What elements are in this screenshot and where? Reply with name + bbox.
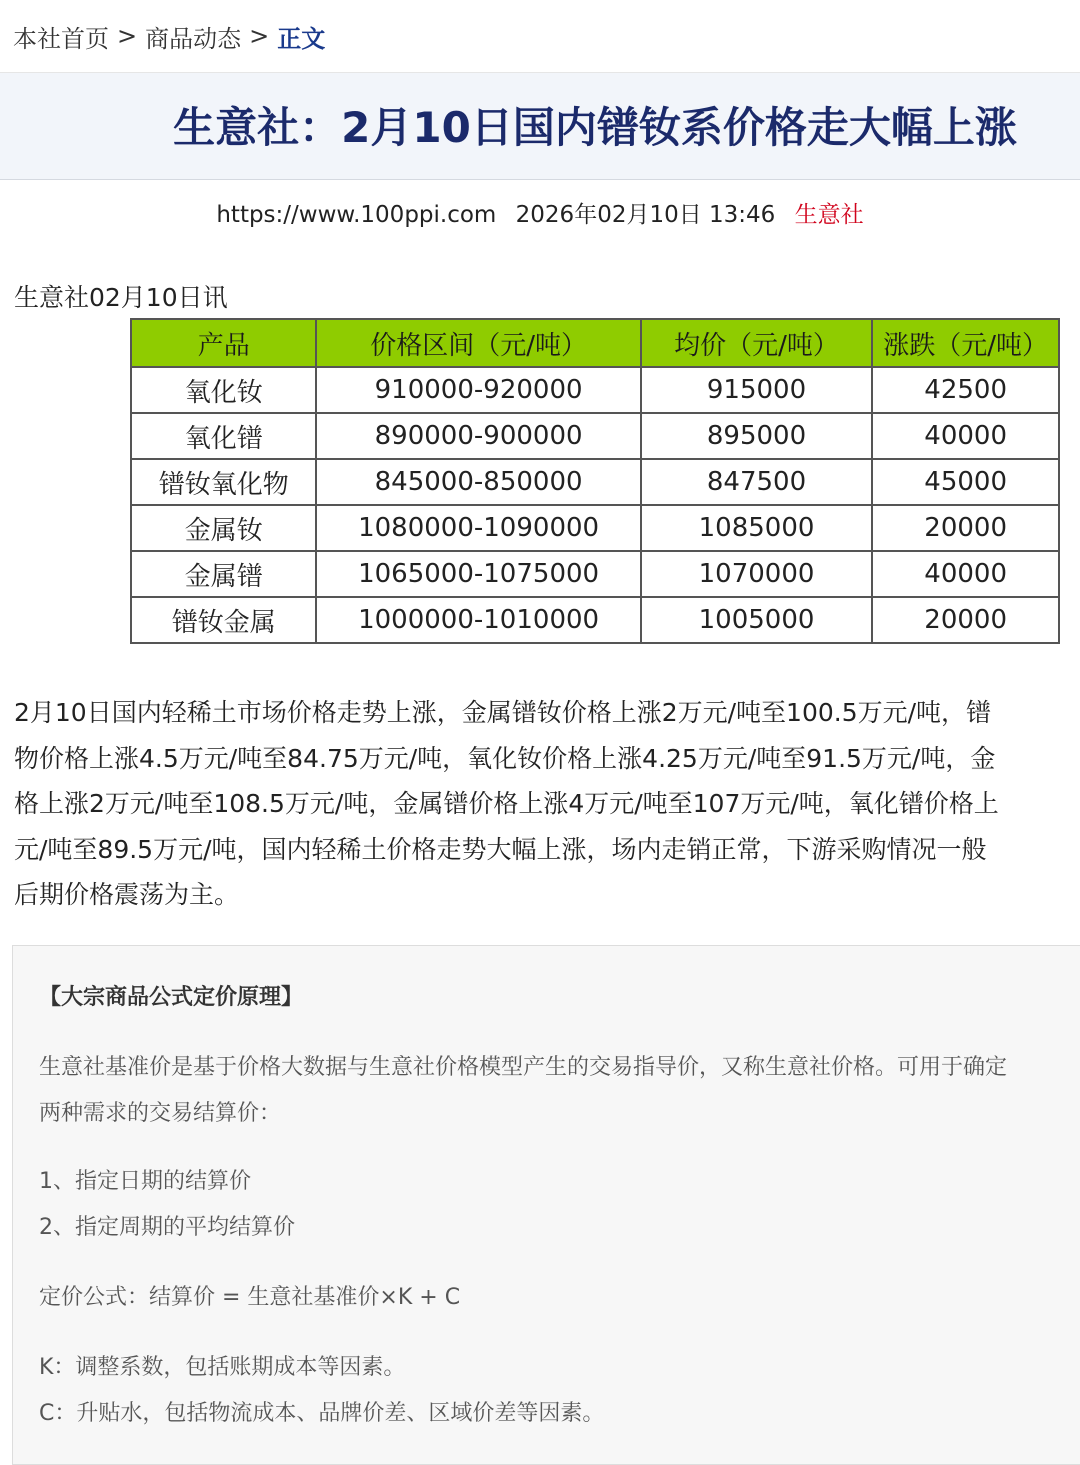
cell-product: 氧化钕 bbox=[131, 367, 316, 413]
title-band bbox=[0, 73, 1080, 180]
breadcrumb-current: 正文 bbox=[277, 24, 326, 53]
info-list-item: 1、指定日期的结算价 bbox=[39, 1169, 251, 1194]
cell-change: 20000 bbox=[872, 505, 1059, 551]
cell-avg-price: 1070000 bbox=[641, 551, 873, 597]
breadcrumb-home-link[interactable]: 本社首页 bbox=[13, 24, 109, 53]
body-line: 2月10日国内轻稀土市场价格走势上涨，金属镨钕价格上涨2万元/吨至100.5万元/吨，镨 bbox=[14, 698, 992, 727]
info-k-note: K：调整系数，包括账期成本等因素。 bbox=[39, 1355, 406, 1380]
article-datetime: 2026年02月10日 13:46 bbox=[515, 202, 776, 228]
table-row bbox=[131, 551, 1059, 597]
header-price-range: 价格区间（元/吨） bbox=[316, 319, 640, 367]
cell-price-range: 1000000-1010000 bbox=[316, 597, 640, 643]
breadcrumb-separator: > bbox=[249, 22, 270, 50]
table-row bbox=[131, 505, 1059, 551]
cell-product: 镨钕金属 bbox=[131, 597, 316, 643]
info-c-note: C：升贴水，包括物流成本、品牌价差、区域价差等因素。 bbox=[39, 1401, 605, 1426]
cell-avg-price: 1085000 bbox=[641, 505, 873, 551]
table-row bbox=[131, 413, 1059, 459]
info-paragraph-line: 生意社基准价是基于价格大数据与生意社价格模型产生的交易指导价，又称生意社价格。可用于确定 bbox=[39, 1055, 1008, 1080]
cell-change: 45000 bbox=[872, 459, 1059, 505]
article-source[interactable]: 生意社 bbox=[794, 202, 864, 228]
cell-price-range: 845000-850000 bbox=[316, 459, 640, 505]
article-meta bbox=[0, 196, 1080, 229]
cell-product: 氧化镨 bbox=[131, 413, 316, 459]
table-row bbox=[131, 367, 1059, 413]
cell-avg-price: 915000 bbox=[641, 367, 873, 413]
table-row bbox=[131, 597, 1059, 643]
breadcrumb bbox=[0, 0, 1080, 73]
cell-product: 金属镨 bbox=[131, 551, 316, 597]
article-url[interactable]: https://www.100ppi.com bbox=[216, 202, 497, 228]
cell-change: 40000 bbox=[872, 551, 1059, 597]
info-formula: 定价公式：结算价 = 生意社基准价×K + C bbox=[39, 1285, 461, 1310]
cell-change: 42500 bbox=[872, 367, 1059, 413]
cell-change: 20000 bbox=[872, 597, 1059, 643]
cell-price-range: 1065000-1075000 bbox=[316, 551, 640, 597]
cell-price-range: 910000-920000 bbox=[316, 367, 640, 413]
article-lead: 生意社02月10日讯 bbox=[14, 283, 228, 312]
header-avg-price: 均价（元/吨） bbox=[641, 319, 873, 367]
price-table bbox=[130, 318, 1060, 644]
pricing-info-box bbox=[12, 945, 1080, 1465]
body-line: 后期价格震荡为主。 bbox=[14, 880, 240, 909]
info-paragraph-line: 两种需求的交易结算价： bbox=[39, 1101, 282, 1126]
info-heading: 【大宗商品公式定价原理】 bbox=[39, 985, 304, 1010]
breadcrumb-separator: > bbox=[117, 22, 138, 50]
cell-avg-price: 847500 bbox=[641, 459, 873, 505]
info-list-item: 2、指定周期的平均结算价 bbox=[39, 1215, 295, 1240]
cell-product: 金属钕 bbox=[131, 505, 316, 551]
table-row bbox=[131, 459, 1059, 505]
article-body bbox=[14, 690, 1080, 920]
cell-price-range: 1080000-1090000 bbox=[316, 505, 640, 551]
header-product: 产品 bbox=[131, 319, 316, 367]
cell-avg-price: 1005000 bbox=[641, 597, 873, 643]
body-line: 物价格上涨4.5万元/吨至84.75万元/吨，氧化钕价格上涨4.25万元/吨至91.5万元/吨，金 bbox=[14, 743, 996, 773]
cell-product: 镨钕氧化物 bbox=[131, 459, 316, 505]
article-title: 生意社：2月10日国内镨钕系价格走大幅上涨 bbox=[173, 103, 1017, 152]
body-line: 格上涨2万元/吨至108.5万元/吨，金属镨价格上涨4万元/吨至107万元/吨，氧化镨价格上 bbox=[14, 789, 999, 818]
header-change: 涨跌（元/吨） bbox=[872, 319, 1059, 367]
cell-price-range: 890000-900000 bbox=[316, 413, 640, 459]
cell-avg-price: 895000 bbox=[641, 413, 873, 459]
table-header-row bbox=[131, 319, 1059, 367]
body-line: 元/吨至89.5万元/吨，国内轻稀土价格走势大幅上涨，场内走销正常，下游采购情况一般 bbox=[14, 834, 987, 864]
breadcrumb-section-link[interactable]: 商品动态 bbox=[145, 24, 242, 53]
cell-change: 40000 bbox=[872, 413, 1059, 459]
